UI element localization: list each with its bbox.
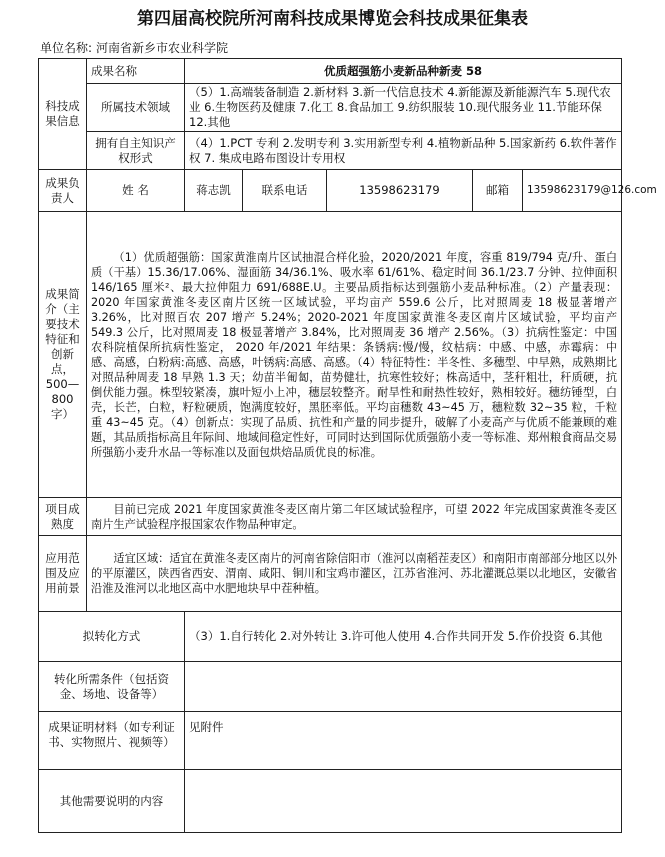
proof-label: 成果证明材料（如专利证书、实物照片、视频等） xyxy=(39,712,185,770)
phone-value[interactable]: 13598623179 xyxy=(327,170,473,212)
form-title: 第四届高校院所河南科技成果博览会科技成果征集表 xyxy=(137,9,528,29)
proof-value[interactable]: 见附件 xyxy=(185,712,622,770)
scope-label: 应用范围及应用前景 xyxy=(39,536,87,612)
owner-section: 成果负责人 xyxy=(39,170,87,212)
section-tech-info: 科技成果信息 xyxy=(39,59,87,170)
scope-text[interactable]: 适宜区域：适宜在黄淮冬麦区南片的河南省除信阳市（淮河以南稻茬麦区）和南阳市南部部分地区以外的平原灌区，陕西省西安、渭南、咸阳、铜川和宝鸡市灌区，江苏省淮河、苏北灌溉总渠以北地区，安徽省沿淮及淮河以北地区高中水肥地块早中茬种植。 xyxy=(87,536,622,612)
conditions-value[interactable] xyxy=(185,662,622,712)
transfer-value[interactable]: （3）1.自行转化 2.对外转让 3.许可他人使用 4.合作共同开发 5.作价投资 6.其他 xyxy=(185,612,622,662)
name-label: 成果名称 xyxy=(87,59,185,84)
owner-name[interactable]: 蒋志凯 xyxy=(185,170,243,212)
maturity-text[interactable]: 目前已完成 2021 年度国家黄淮冬麦区南片第二年区域试验程序，可望 2022 年完成国家黄淮冬麦区南片生产试验程序报国家农作物品种审定。 xyxy=(87,498,622,536)
field-value[interactable]: （5）1.高端装备制造 2.新材料 3.新一代信息技术 4.新能源及新能源汽车 5.现代农业 6.生物医药及健康 7.化工 8.食品加工 9.纺织服装 10.现代服务业 11.节能环保 12.其他 xyxy=(185,84,622,132)
phone-label: 联系电话 xyxy=(243,170,327,212)
email-value[interactable]: 13598623179@126.com xyxy=(523,170,622,212)
other-value[interactable] xyxy=(185,770,622,833)
ip-label: 拥有自主知识产权形式 xyxy=(87,132,185,170)
owner-name-label: 姓 名 xyxy=(87,170,185,212)
unit-value: 河南省新乡市农业科学院 xyxy=(96,41,229,55)
email-label: 邮箱 xyxy=(473,170,523,212)
field-label: 所属技术领域 xyxy=(87,84,185,132)
summary-label: 成果简介（主要技术特征和创新点，500—800字） xyxy=(39,212,87,498)
unit-line xyxy=(40,39,232,56)
summary-text[interactable]: （1）优质超强筋：国家黄淮南片区试抽混合样化验，2020/2021 年度，容重 819/794 克/升、蛋白质（干基）15.36/17.06%、湿面筋 34/36.1%、吸水率 61/61%、稳定时间 36.1/23.7 分钟、拉伸面积 146/165 厘米²、最大拉伸阻力 691/688E.U。主要品质指标达到强筋小麦品种标准。（2）产量表现：2020 年国家黄淮冬麦区南片区统一区域试验，平均亩产 559.6 公斤，比对照周麦 18 极显著增产 3.26%，比对照百农 207 增产 5.24%；2020-2021 年度国家黄淮冬麦区南片区域试验，平均亩产 549.3 公斤，比对照周麦 18 极显著增产 3.84%，比对照周麦 36 增产 2.56%。（3）抗病性鉴定：中国农科院植保所抗病性鉴定， 2020 年/2021 年结果：条锈病:慢/慢，纹枯病：中感、中感，赤霉病：中感、高感，白粉病:高感、高感，叶锈病:高感、高感。（4）特征特性：半冬性、多穗型、中早熟，成熟期比对照品种周麦 18 早熟 1.3 天；幼苗半匍匐，苗势健壮，抗寒性较好；株高适中，茎秆粗壮，秆质硬，抗倒伏能力强。株型较紧凑，旗叶短小上冲，穗层较整齐。耐旱性和耐热性较好，熟相较好。穗纺锤型，白壳，长芒，白粒，籽粒硬质，饱满度较好，黑胚率低。平均亩穗数 43~45 万，穗粒数 32~35 粒，千粒重 43~45 克。（4）创新点：实现了品质、抗性和产量的同步提升，破解了小麦高产与优质不能兼顾的难题，其品质指标高且年际间、地域间稳定性好，可同时达到国际优质强筋小麦一等标准、郑州粮食商品交易所强筋小麦升水品一等标准以及面包烘焙品质优良的标准。 xyxy=(87,212,622,498)
achievement-form-table xyxy=(38,58,657,833)
unit-label: 单位名称: xyxy=(40,41,93,55)
transfer-label: 拟转化方式 xyxy=(39,612,185,662)
name-value[interactable]: 优质超强筋小麦新品种新麦 58 xyxy=(185,59,622,84)
other-label: 其他需要说明的内容 xyxy=(39,770,185,833)
maturity-label: 项目成熟度 xyxy=(39,498,87,536)
ip-value[interactable]: （4）1.PCT 专利 2.发明专利 3.实用新型专利 4.植物新品种 5.国家新药 6.软件著作权 7. 集成电路布图设计专用权 xyxy=(185,132,622,170)
conditions-label: 转化所需条件（包括资金、场地、设备等） xyxy=(39,662,185,712)
